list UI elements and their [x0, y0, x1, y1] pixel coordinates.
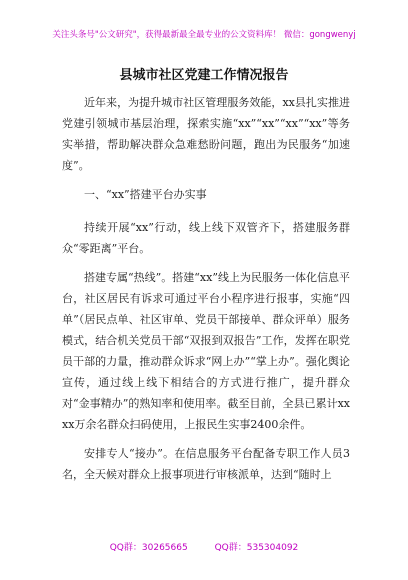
footer-contact: [0, 540, 408, 553]
paragraph-intro: 近年来，为提升城市社区管理服务效能，xx县扎实推进党建引领城市基层治理，探索实施“xx”“xx”“xx”“xx”等务实举措，帮助解决群众急难愁盼问题，跑出为民服务“加速度”。: [62, 96, 350, 172]
section-heading-1: 一、“xx”搭建平台办实事: [84, 188, 207, 201]
paragraph-platform: 持续开展“xx”行动，线上线下双管齐下，搭建服务群众“零距离”平台。: [62, 221, 350, 255]
paragraph-staff: 安排专人“接办”。在信息服务平台配备专职工作人员3名，全天候对群众上报事项进行审核派单，达到“随时上: [62, 447, 350, 481]
header-banner: 关注头条号"公文研究"，获得最新最全最专业的公文资料库！ 微信：gongwenyj: [52, 30, 356, 40]
footer-qq-group-2: QQ群：535304092: [214, 543, 299, 553]
paragraph-hotline: 搭建专属“热线”。搭建“xx”线上为民服务一体化信息平台，社区居民有诉求可通过平台小程序进行报事，实施“四单”（居民点单、社区审单、党员干部接单、群众评单）服务模式，结合机关党员干部“双报到双报告”工作，发挥在职党员干部的力量，推动群众诉求“网上办”“掌上办”。强化舆论宣传，通过线上线下相结合的方式进行推广，提升群众对“金事精办”的熟知率和使用率。截至目前，全县已累计xxxx万余名群众扫码使用，上报民生实事2400余件。: [62, 271, 350, 431]
document-body: [62, 92, 350, 489]
footer-qq-group-1: QQ群：30265665: [109, 543, 188, 553]
document-title: 县城市社区党建工作情况报告: [119, 68, 289, 83]
